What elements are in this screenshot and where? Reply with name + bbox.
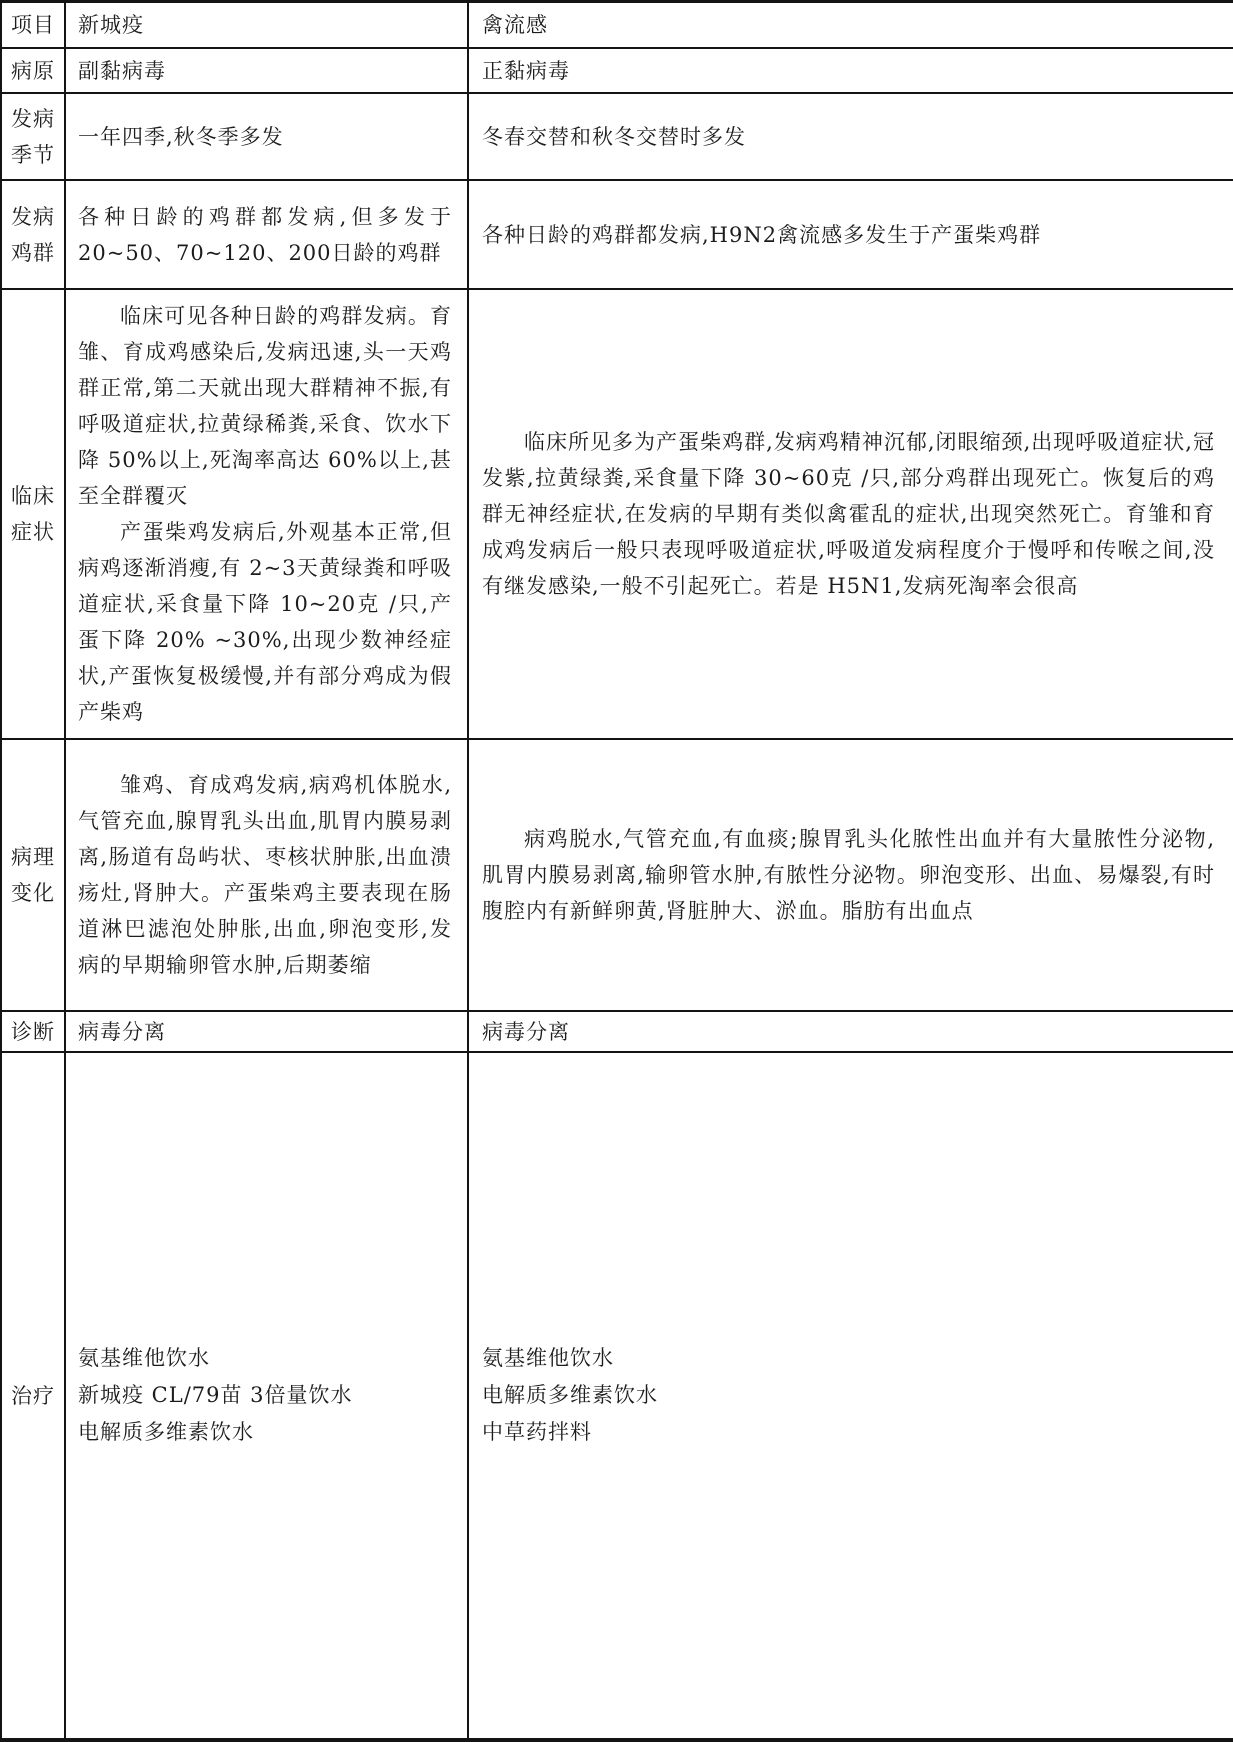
treatment-newcastle-line-3: 电解质多维素饮水 xyxy=(78,1420,254,1444)
header-item-label: 项目 xyxy=(11,13,55,37)
season-label-cell xyxy=(2,94,66,179)
header-newcastle-label: 新城疫 xyxy=(78,13,144,37)
treatment-newcastle-line-2: 新城疫 CL/79苗 3倍量饮水 xyxy=(78,1383,353,1407)
table-row-affected-flocks xyxy=(2,181,1233,290)
header-cell-avian-flu xyxy=(469,3,1233,47)
table-row-season xyxy=(2,94,1233,181)
season-row-label-line2: 季节 xyxy=(11,142,55,167)
pathogen-avian-flu-cell xyxy=(469,49,1233,92)
treatment-avian-flu-line-3: 中草药拌料 xyxy=(482,1420,592,1444)
pathology-avian-flu-paragraph: 病鸡脱水,气管充血,有血痰;腺胃乳头化脓性出血并有大量脓性分泌物,肌胃内膜易剥离,输卵管水肿,有脓性分泌物。卵泡变形、出血、易爆裂,有时腹腔内有新鲜卵黄,肾脏肿大、淤血。脂肪有出血点 xyxy=(482,827,1215,923)
table-row-pathological-changes xyxy=(2,740,1233,1012)
season-row-label-line1: 发病 xyxy=(11,106,55,131)
header-cell-item xyxy=(2,3,66,47)
flocks-row-label-line1: 发病 xyxy=(11,204,55,229)
season-avian-flu-cell xyxy=(469,94,1233,179)
treatment-label-cell xyxy=(2,1053,66,1738)
table-row-header xyxy=(2,3,1233,49)
diagnosis-avian-flu-cell xyxy=(469,1012,1233,1051)
season-newcastle-cell xyxy=(66,94,469,179)
clinical-row-label-line1: 临床 xyxy=(11,484,55,508)
diagnosis-label-cell xyxy=(2,1012,66,1051)
pathology-newcastle-paragraph: 雏鸡、育成鸡发病,病鸡机体脱水,气管充血,腺胃乳头出血,肌胃内膜易剥离,肠道有岛屿状、枣核状肿胀,出血溃疡灶,肾肿大。产蛋柴鸡主要表现在肠道淋巴滤泡处肿胀,出血,卵泡变形,发病的早期输卵管水肿,后期萎缩 xyxy=(78,773,452,977)
table-row-treatment xyxy=(2,1053,1233,1742)
season-avian-flu-value: 冬春交替和秋冬交替时多发 xyxy=(482,124,746,149)
clinical-row-label-line2: 症状 xyxy=(11,520,55,544)
table-row-pathogen xyxy=(2,49,1233,94)
flocks-row-label-line2: 鸡群 xyxy=(11,240,55,265)
pathogen-row-label: 病原 xyxy=(11,58,55,83)
clinical-newcastle-paragraph-1: 临床可见各种日龄的鸡群发病。育雏、育成鸡感染后,发病迅速,头一天鸡群正常,第二天就出现大群精神不振,有呼吸道症状,拉黄绿稀粪,采食、饮水下降 50%以上,死淘率高达 60%以上,甚至全群覆灭 xyxy=(78,304,452,508)
header-cell-newcastle xyxy=(66,3,469,47)
pathology-avian-flu-cell xyxy=(469,740,1233,1010)
pathology-row-label-line1: 病理 xyxy=(11,845,55,869)
clinical-label-cell xyxy=(2,290,66,738)
treatment-newcastle-cell xyxy=(66,1053,469,1738)
diagnosis-newcastle-cell xyxy=(66,1012,469,1051)
clinical-newcastle-paragraph-2: 产蛋柴鸡发病后,外观基本正常,但病鸡逐渐消瘦,有 2~3天黄绿粪和呼吸道症状,采食量下降 10~20克 /只,产蛋下降 20% ~30%,出现少数神经症状,产蛋恢复极缓慢,并有部分鸡成为假产柴鸡 xyxy=(78,520,452,724)
pathology-label-cell xyxy=(2,740,66,1010)
flocks-newcastle-text: 各种日龄的鸡群都发病,但多发于 20~50、70~120、200日龄的鸡群 xyxy=(78,204,452,265)
treatment-avian-flu-cell xyxy=(469,1053,1233,1738)
treatment-avian-flu-line-1: 氨基维他饮水 xyxy=(482,1346,614,1370)
treatment-newcastle-line-1: 氨基维他饮水 xyxy=(78,1346,210,1370)
diagnosis-avian-flu-value: 病毒分离 xyxy=(482,1019,570,1044)
diagnosis-newcastle-value: 病毒分离 xyxy=(78,1019,166,1044)
clinical-avian-flu-paragraph: 临床所见多为产蛋柴鸡群,发病鸡精神沉郁,闭眼缩颈,出现呼吸道症状,冠发紫,拉黄绿粪,采食量下降 30~60克 /只,部分鸡群出现死亡。恢复后的鸡群无神经症状,在发病的早期有类似禽霍乱的症状,出现突然死亡。育雏和育成鸡发病后一般只表现呼吸道症状,呼吸道发病程度介于慢呼和传喉之间,没有继发感染,一般不引起死亡。若是 H5N1,发病死淘率会很高 xyxy=(482,430,1215,598)
flocks-newcastle-cell xyxy=(66,181,469,288)
header-avian-flu-label: 禽流感 xyxy=(482,13,548,37)
table-row-diagnosis xyxy=(2,1012,1233,1053)
clinical-newcastle-cell xyxy=(66,290,469,738)
flocks-label-cell xyxy=(2,181,66,288)
pathogen-label-cell xyxy=(2,49,66,92)
pathogen-avian-flu-value: 正黏病毒 xyxy=(482,58,570,83)
table-row-clinical-symptoms xyxy=(2,290,1233,740)
pathogen-newcastle-value: 副黏病毒 xyxy=(78,58,166,83)
diagnosis-row-label: 诊断 xyxy=(11,1019,55,1044)
flocks-avian-flu-cell xyxy=(469,181,1233,288)
pathology-row-label-line2: 变化 xyxy=(11,881,55,905)
pathology-newcastle-cell xyxy=(66,740,469,1010)
clinical-avian-flu-cell xyxy=(469,290,1233,738)
season-newcastle-value: 一年四季,秋冬季多发 xyxy=(78,124,284,149)
treatment-avian-flu-line-2: 电解质多维素饮水 xyxy=(482,1383,658,1407)
flocks-avian-flu-text: 各种日龄的鸡群都发病,H9N2禽流感多发生于产蛋柴鸡群 xyxy=(482,222,1042,247)
pathogen-newcastle-cell xyxy=(66,49,469,92)
treatment-row-label: 治疗 xyxy=(11,1383,55,1408)
